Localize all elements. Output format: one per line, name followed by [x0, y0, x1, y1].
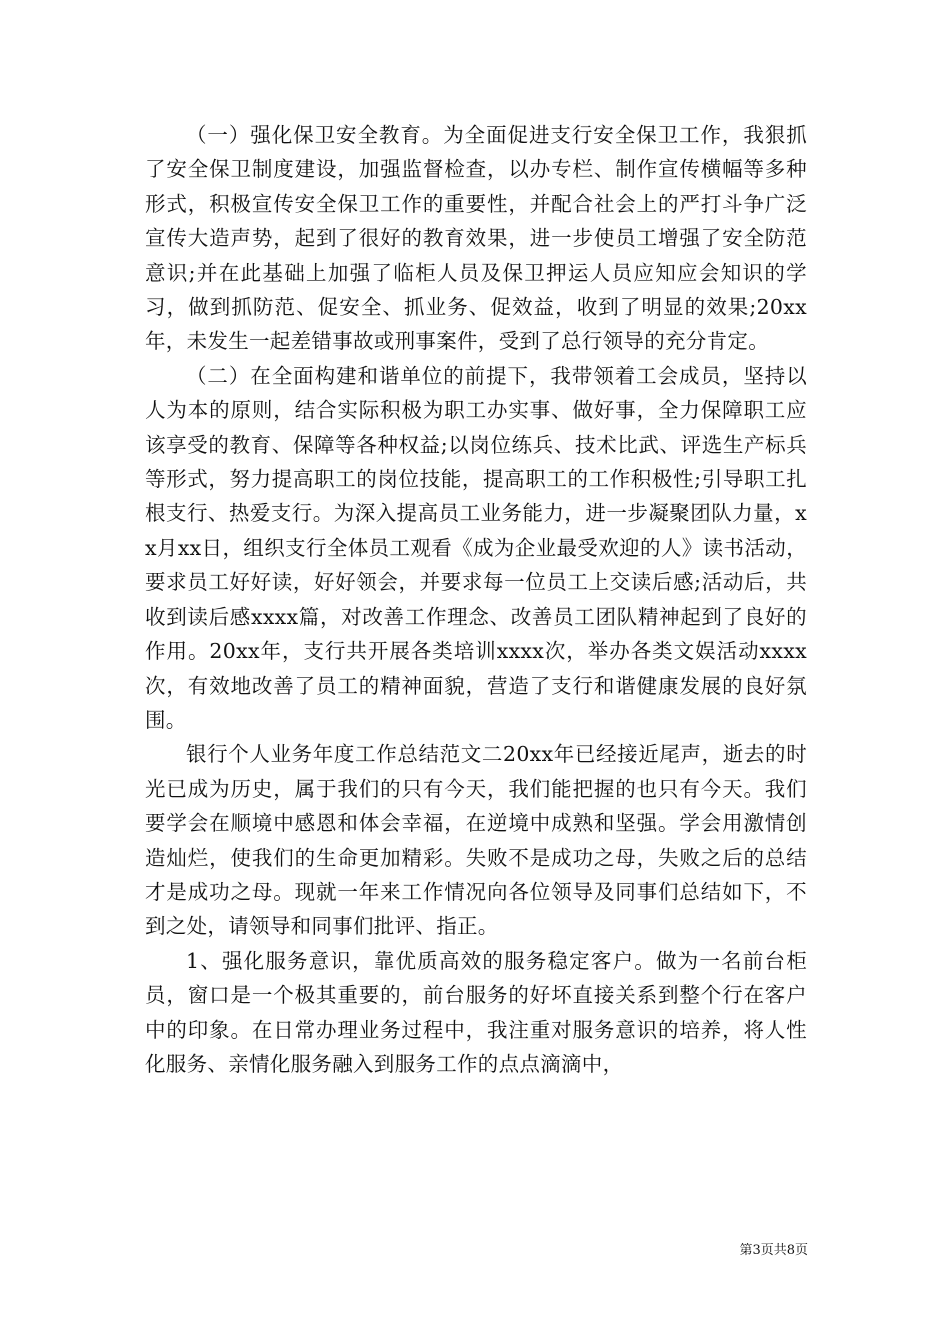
paragraph-harmonious-unit: （二）在全面构建和谐单位的前提下，我带领着工会成员，坚持以人为本的原则，结合实际积极为职工办实事、做好事，全力保障职工应该享受的教育、保障等各种权益;以岗位练兵、技术比武、评选生产标兵等形式，努力提高职工的岗位技能，提高职工的工作积极性;引导职工扎根支行、热爱支行。为深入提高员工业务能力，进一步凝聚团队力量，xx月xx日，组织支行全体员工观看《成为企业最受欢迎的人》读书活动，要求员工好好读，好好领会，并要求每一位员工上交读后感;活动后，共收到读后感xxxx篇，对改善工作理念、改善员工团队精神起到了良好的作用。20xx年，支行共开展各类培训xxxx次，举办各类文娱活动xxxx次，有效地改善了员工的精神面貌，营造了支行和谐健康发展的良好氛围。: [145, 363, 807, 732]
paragraph-service-awareness: 1、强化服务意识，靠优质高效的服务稳定客户。做为一名前台柜员，窗口是一个极其重要的，前台服务的好坏直接关系到整个行在客户中的印象。在日常办理业务过程中，我注重对服务意识的培养，将人性化服务、亲情化服务融入到服务工作的点点滴滴中，: [145, 948, 807, 1076]
paragraph-security-education: （一）强化保卫安全教育。为全面促进支行安全保卫工作，我狠抓了安全保卫制度建设，加强监督检查，以办专栏、制作宣传横幅等多种形式，积极宣传安全保卫工作的重要性，并配合社会上的严打斗争广泛宣传大造声势，起到了很好的教育效果，进一步使员工增强了安全防范意识;并在此基础上加强了临柜人员及保卫押运人员应知应会知识的学习，做到抓防范、促安全、抓业务、促效益，收到了明显的效果;20xx年，未发生一起差错事故或刑事案件，受到了总行领导的充分肯定。: [145, 123, 807, 354]
paragraph-summary-intro: 银行个人业务年度工作总结范文二20xx年已经接近尾声，逝去的时光已成为历史，属于我们的只有今天，我们能把握的也只有今天。我们要学会在顺境中感恩和体会幸福，在逆境中成熟和坚强。学会用激情创造灿烂，使我们的生命更加精彩。失败不是成功之母，失败之后的总结才是成功之母。现就一年来工作情况向各位领导及同事们总结如下，不到之处，请领导和同事们批评、指正。: [145, 742, 807, 939]
page-number: 第3页共8页: [739, 1243, 808, 1258]
document-body: [145, 118, 807, 1081]
